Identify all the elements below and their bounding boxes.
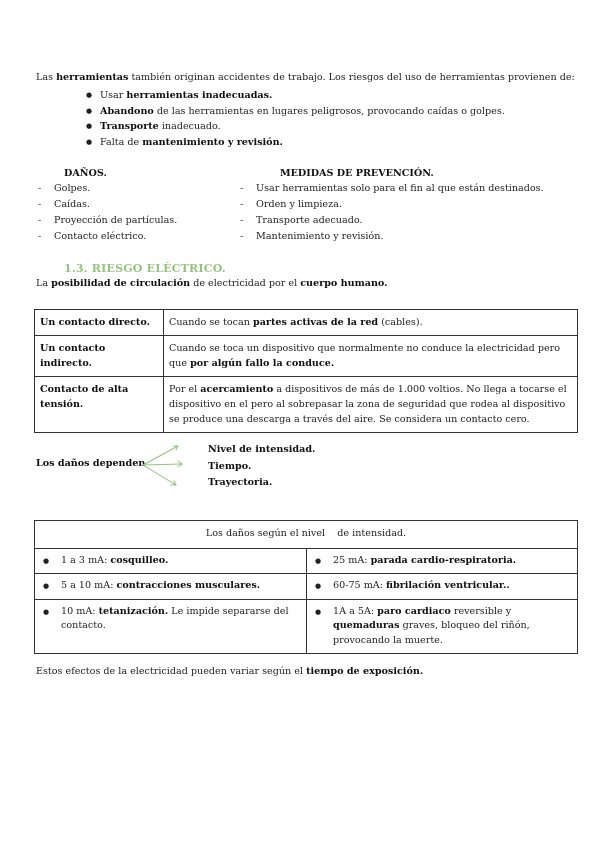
table-cell: ● 1A a 5A: paro cardiaco reversible y quemaduras graves, bloqueo del riñón, provocando la muerte. <box>307 599 578 654</box>
closing-paragraph: Estos efectos de la electricidad pueden variar según el tiempo de exposición. <box>36 666 424 677</box>
factors-list <box>208 442 315 492</box>
section-definition: La posibilidad de circulación de electricidad por el cuerpo humano. <box>36 278 388 289</box>
table-cell: ● 10 mA: tetanización. Le impide separarse del contacto. <box>35 599 307 654</box>
list-item: - Transporte adecuado. <box>236 213 544 229</box>
table-cell-label: Un contacto directo. <box>35 310 164 336</box>
list-item: ● Transporte inadecuado. <box>86 119 505 135</box>
table-cell-description: Cuando se tocan partes activas de la red (cables). <box>164 310 578 336</box>
list-item: - Orden y limpieza. <box>236 197 544 213</box>
list-item: - Contacto eléctrico. <box>34 229 177 245</box>
list-item: - Usar herramientas solo para el fin al que están destinados. <box>236 181 544 197</box>
table-row <box>35 599 578 654</box>
table-cell: ● 25 mA: parada cardio-respiratoria. <box>307 548 578 574</box>
table-row <box>35 377 578 433</box>
list-item: ● Falta de mantenimiento y revisión. <box>86 135 505 151</box>
table-row <box>35 336 578 377</box>
table-cell: ● 60-75 mA: fibrilación ventricular.. <box>307 574 578 600</box>
intro-paragraph: Las herramientas también originan accidentes de trabajo. Los riesgos del uso de herramientas provienen de: <box>36 72 575 83</box>
table-cell-label: Un contacto indirecto. <box>35 336 164 377</box>
table-cell: ● 1 a 3 mA: cosquilleo. <box>35 548 307 574</box>
arrow-line <box>143 464 182 465</box>
list-item: Trayectoria. <box>208 477 273 488</box>
table-cell: ● 5 a 10 mA: contracciones musculares. <box>35 574 307 600</box>
factors-label: Los daños dependen <box>36 458 146 469</box>
medidas-heading: MEDIDAS DE PREVENCIÓN. <box>280 168 434 179</box>
list-item: Tiempo. <box>208 460 252 472</box>
list-item: - Caídas. <box>34 197 177 213</box>
table-row <box>35 521 578 549</box>
list-item: - Mantenimiento y revisión. <box>236 229 544 245</box>
intensity-table <box>34 520 578 654</box>
table-header: Los daños según el nivel de intensidad. <box>35 521 578 549</box>
arrows-diagram <box>140 440 188 490</box>
medidas-list <box>236 181 544 245</box>
arrow-line <box>143 465 176 485</box>
danos-heading: DAÑOS. <box>64 168 107 179</box>
table-row <box>35 574 578 600</box>
list-item: - Golpes. <box>34 181 177 197</box>
danos-list <box>34 181 177 245</box>
table-cell-description: Cuando se toca un dispositivo que normalmente no conduce la electricidad pero que por algún fallo la conduce. <box>164 336 578 377</box>
table-row <box>35 310 578 336</box>
contacts-table <box>34 309 578 433</box>
risks-list <box>86 88 505 150</box>
section-title: 1.3. RIESGO ELÉCTRICO. <box>64 262 226 275</box>
arrow-line <box>143 446 178 465</box>
table-cell-label: Contacto de alta tensión. <box>35 377 164 433</box>
table-row <box>35 548 578 574</box>
list-item: Nivel de intensidad. <box>208 444 316 455</box>
table-cell-description: Por el acercamiento a dispositivos de más de 1.000 voltios. No llega a tocarse el dispositivo en el pero al sobrepasar la zona de seguridad que rodea al dispositivo se produce una descarga a través del aire. Se considera un contacto cero. <box>164 377 578 433</box>
list-item: - Proyección de partículas. <box>34 213 177 229</box>
list-item: ● Abandono de las herramientas en lugares peligrosos, provocando caídas o golpes. <box>86 104 505 120</box>
list-item: ● Usar herramientas inadecuadas. <box>86 88 505 104</box>
